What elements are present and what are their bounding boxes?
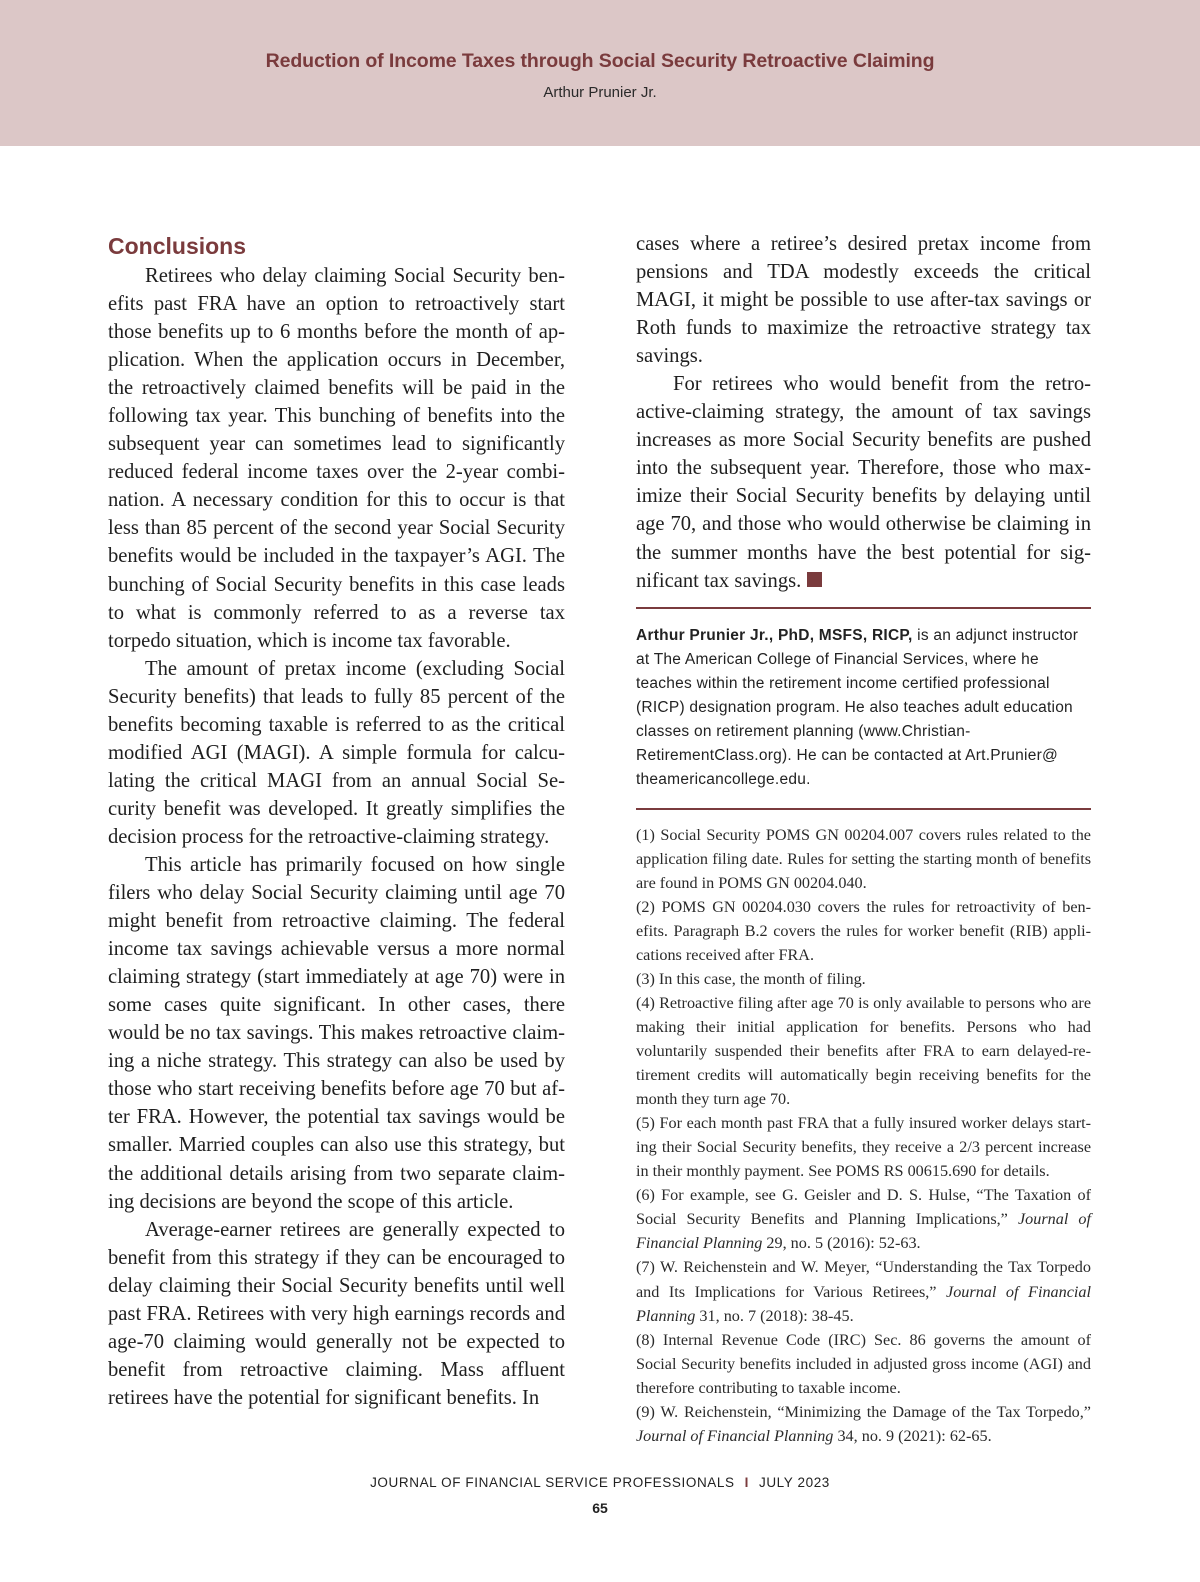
section-heading: Conclusions bbox=[108, 233, 247, 259]
footer-date: JULY 2023 bbox=[758, 1475, 830, 1490]
endnote: (3) In this case, the month of filing. bbox=[636, 969, 866, 988]
endnote bbox=[636, 1183, 1091, 1255]
article-running-author: Arthur Prunier Jr. bbox=[543, 84, 657, 101]
body-paragraph-continued: cases where a retiree’s desired pretax income from pensions and TDA modestly exceeds the critical MAGI, it might be possible to use after-tax savings or Roth funds to maximize the retroactive strategy tax savings. bbox=[636, 233, 1091, 368]
endnote: (8) Internal Revenue Code (IRC) Sec. 86 governs the amount of Social Security benefits included in adjusted gross income (AGI) and therefore contributing to taxable income. bbox=[636, 1330, 1091, 1397]
endnote-text: (9) W. Reichenstein, “Minimizing the Damage of the Tax Torpedo,” bbox=[636, 1402, 1091, 1421]
endnote-journal: Journal of Financial Planning bbox=[636, 1282, 1091, 1325]
page-number: 65 bbox=[592, 1500, 608, 1516]
author-bio-name: Arthur Prunier Jr., PhD, MSFS, RICP, bbox=[636, 626, 913, 644]
body-paragraph: Retirees who delay claiming Social Security benefits past FRA have an option to retroactively start those benefits up to 6 months before the month of application. When the application occurs in December, the retroactively claimed benefits will be paid in the following tax year. This bunching of benefits into the subsequent year can sometimes lead to significantly reduced federal income taxes over the 2-year combination. A necessary condition for this to occur is that less than 85 percent of the second year Social Security benefits would be included in the taxpayer’s AGI. The bunching of Social Security benefits in this case leads to what is commonly referred to as a reverse tax torpedo situation, which is income tax favorable. bbox=[108, 265, 565, 652]
author-bio bbox=[636, 609, 1091, 808]
endnote: (2) POMS GN 00204.030 covers the rules for retroactivity of benefits. Paragraph B.2 covers the rules for worker benefit (RIB) applications received after FRA. bbox=[636, 897, 1091, 964]
body-paragraph: This article has primarily focused on how single filers who delay Social Security claiming until age 70 might benefit from retroactive claiming. The federal income tax savings achievable versus a more normal claiming strategy (start immediately at age 70) were in some cases quite significant. In other cases, there would be no tax savings. This makes retroactive claiming a niche strategy. This strategy can also be used by those who start receiving benefits before age 70 but after FRA. However, the potential tax savings would be smaller. Married couples can also use this strategy, but the additional details arising from two separate claiming decisions are beyond the scope of this article. bbox=[108, 853, 565, 1213]
author-bio-text: is an adjunct instructor at The American College of Financial Services, where he teaches within the retirement income certified professional (RICP) designation program. He also teaches adult education classes on retirement planning (www.Christian-RetirementClass.org). He can be contacted at Art.Prunier@​theamericancollege.edu. bbox=[636, 626, 1079, 788]
endnotes bbox=[636, 810, 1091, 1448]
final-paragraph-text: For retirees who would benefit from the retroactive-claiming strategy, the amount of tax savings increases as more Social Security benefits are pushed into the subsequent year. Therefore, those who maximize their Social Security benefits by delaying until age 70, and those who would otherwise be claiming in the summer months have the best potential for significant tax savings. bbox=[636, 373, 1091, 592]
endnote-text: (6) For example, see G. Geisler and D. S. Hulse, “The Taxation of Social Security Benefits and Planning Implications,” bbox=[636, 1186, 1091, 1229]
endnote bbox=[636, 1400, 1091, 1448]
endnote-citation: 31, no. 7 (2018): 38-45. bbox=[695, 1306, 854, 1325]
endnote bbox=[636, 1255, 1091, 1327]
endnote-journal: Journal of Financial Planning bbox=[636, 1426, 834, 1445]
header-band bbox=[0, 0, 1200, 146]
body-paragraph: Average-earner retirees are generally expected to benefit from this strategy if they can be encouraged to delay claiming their Social Security benefits until well past FRA. Retirees with very high earnings records and age-70 claiming would generally not be expected to benefit from retroactive claiming. Mass affluent retirees have the potential for significant benefits. In bbox=[108, 1218, 565, 1409]
endnote: (1) Social Security POMS GN 00204.007 covers rules related to the application filing date. Rules for setting the starting month of benefits are found in POMS GN 00204.040. bbox=[636, 825, 1091, 892]
endnote-citation: 29, no. 5 (2016): 52-63. bbox=[762, 1234, 921, 1253]
body-paragraph: The amount of pretax income (excluding Social Security benefits) that leads to fully 85 percent of the benefits becoming taxable is referred to as the critical modified AGI (MAGI). A simple formula for calculating the critical MAGI from an annual Social Security benefit was developed. It greatly simplifies the decision process for the retroactive-claiming strategy. bbox=[108, 657, 565, 848]
footer-running-line bbox=[0, 1475, 1200, 1490]
article-running-title: Reduction of Income Taxes through Social Security Retroactive Claiming bbox=[265, 50, 935, 72]
left-column bbox=[108, 230, 565, 1412]
endnote: (4) Retroactive filing after age 70 is only available to persons who are making their initial application for benefits. Persons who had voluntarily suspended their benefits after FRA to earn delayed-retirement credits will automatically begin receiving benefits for the month they turn age 70. bbox=[636, 993, 1091, 1109]
endnote-citation: 34, no. 9 (2021): 62-65. bbox=[833, 1426, 992, 1445]
end-of-article-mark bbox=[807, 572, 822, 587]
right-column bbox=[636, 230, 1091, 1448]
footer-journal-name: JOURNAL OF FINANCIAL SERVICE PROFESSIONALS bbox=[370, 1475, 735, 1490]
endnote-journal: Journal of Financial Planning bbox=[636, 1210, 1092, 1253]
endnote: (5) For each month past FRA that a fully insured worker delays starting their Social Security benefits, they receive a 2/3 percent increase in their monthly payment. See POMS RS 00615.690 for details. bbox=[636, 1114, 1091, 1181]
endnote-text: (7) W. Reichenstein and W. Meyer, “Understanding the Tax Torpedo and Its Implications for Various Retirees,” bbox=[636, 1258, 1091, 1301]
body-paragraph-final bbox=[636, 370, 1091, 594]
footer-separator: I bbox=[744, 1475, 749, 1490]
